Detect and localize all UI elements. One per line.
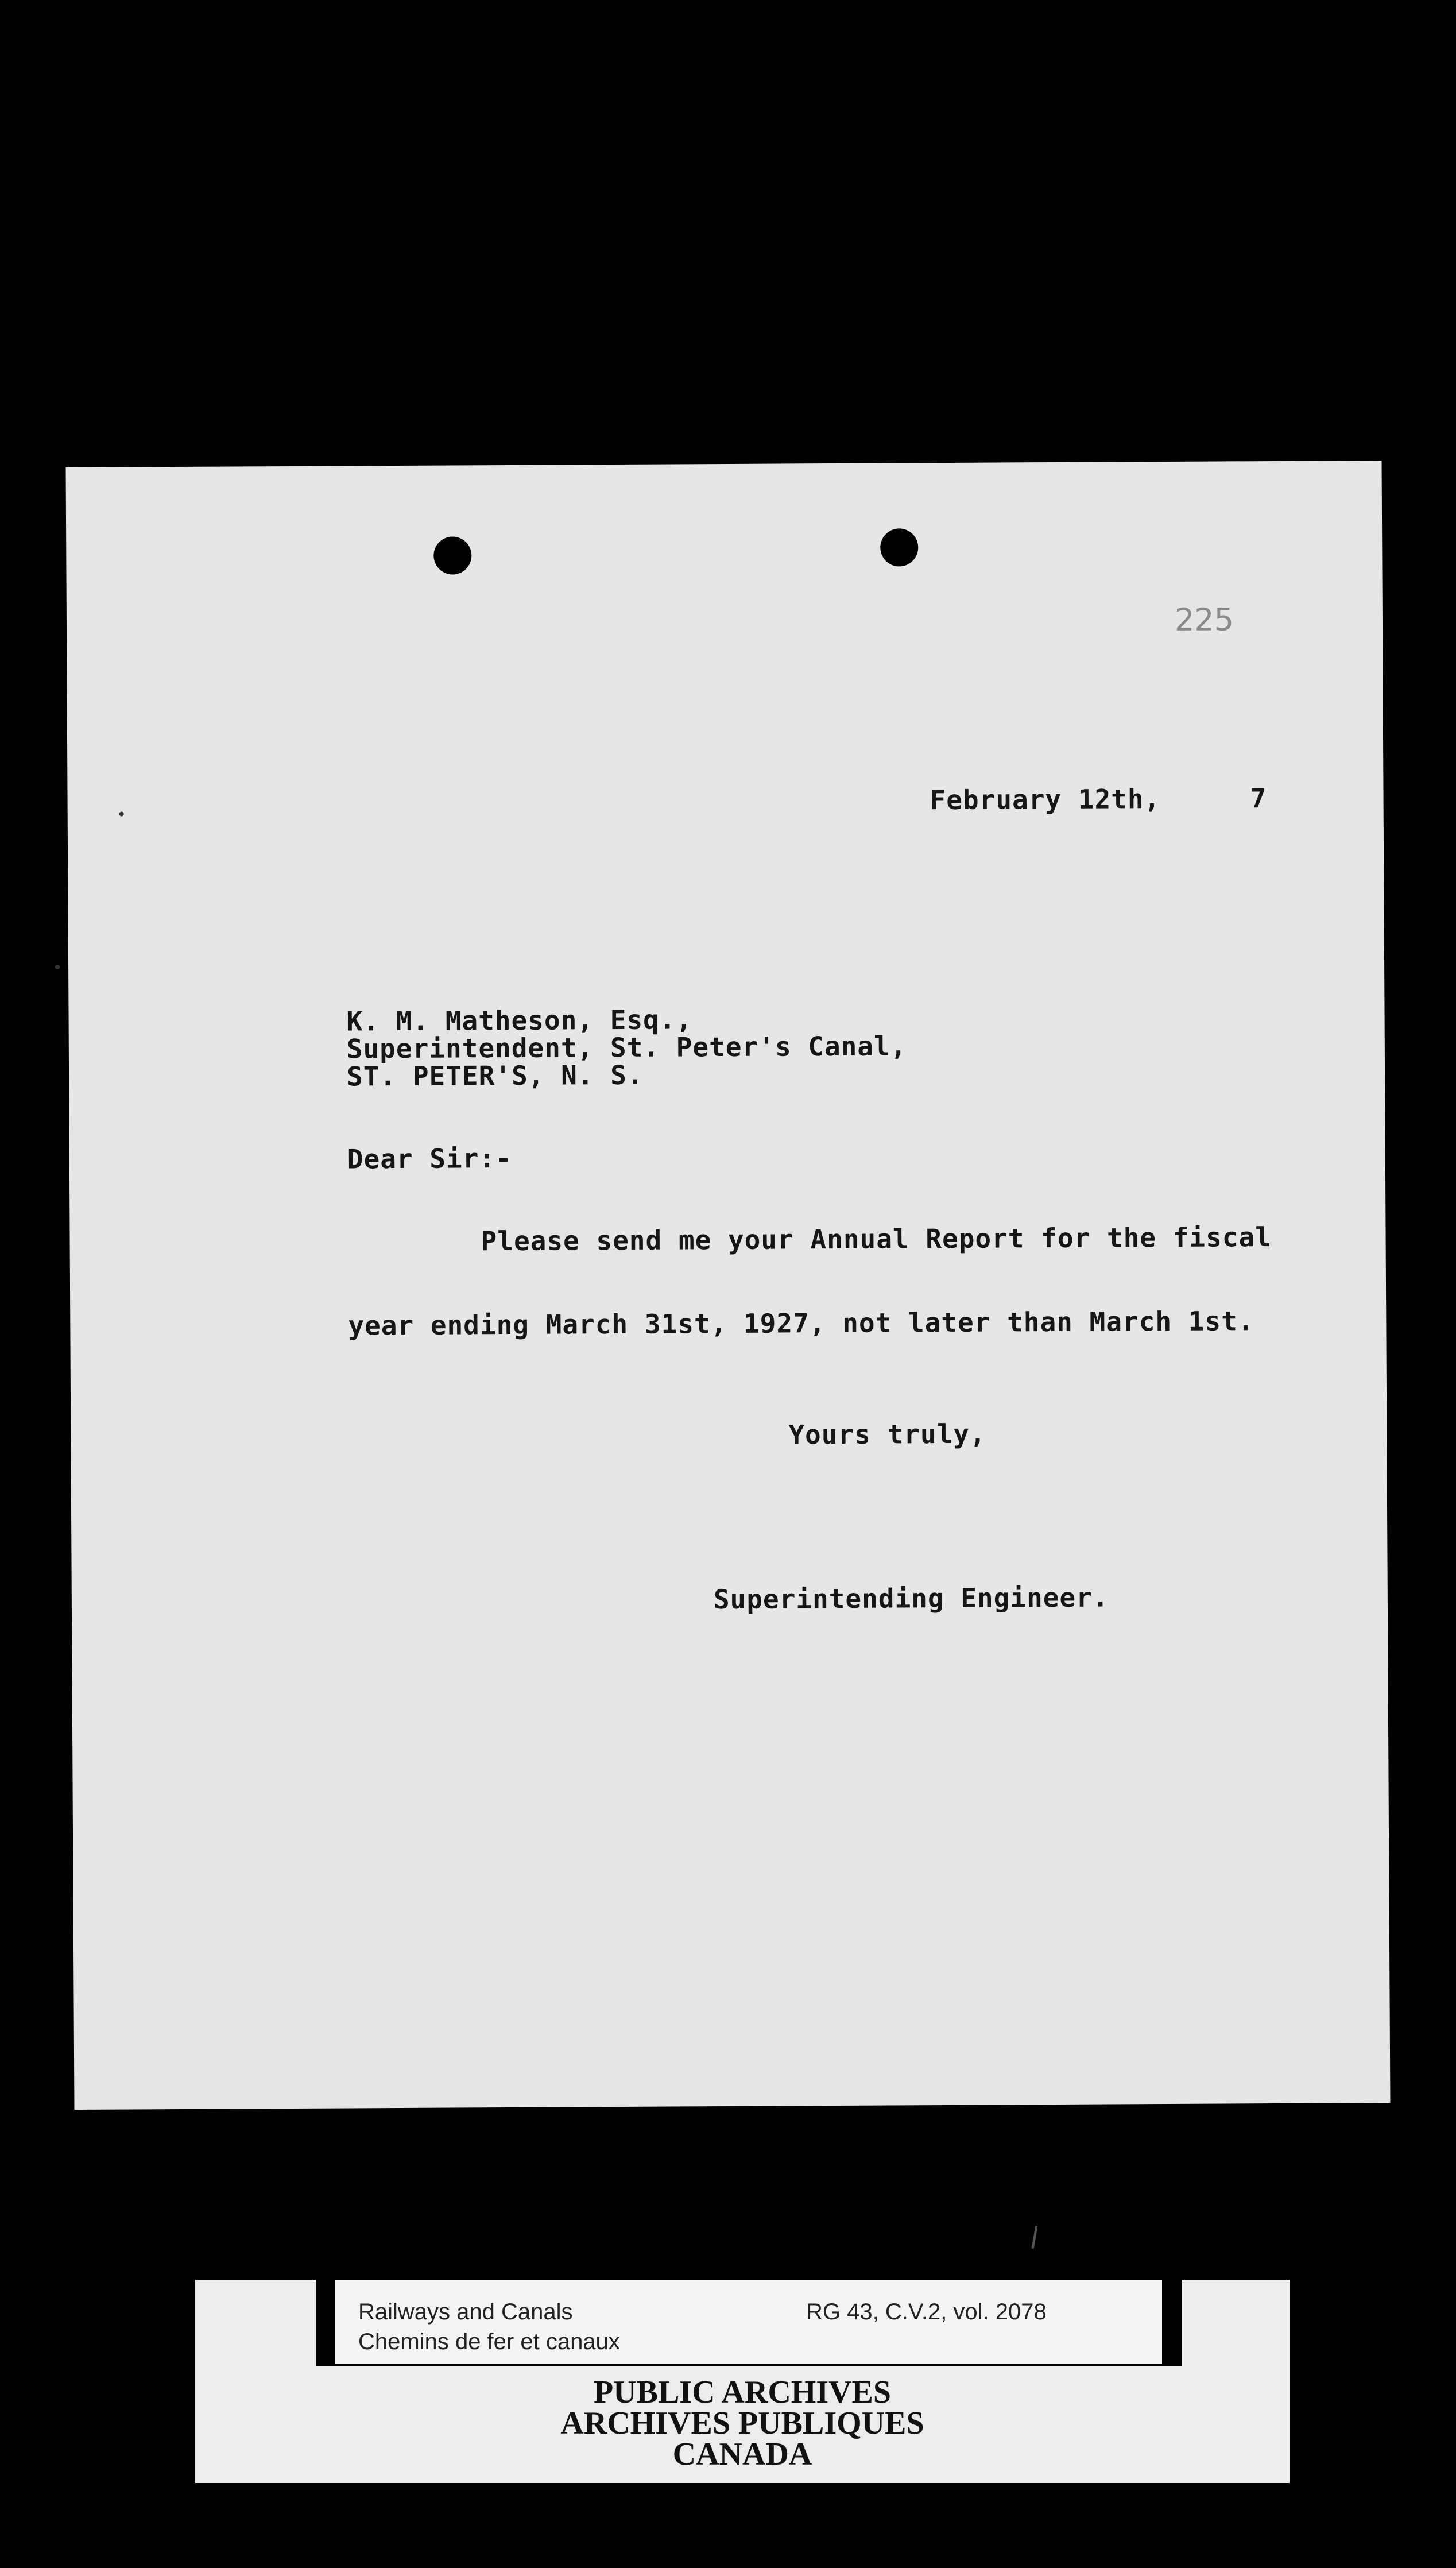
folio-number: 225 [1174, 601, 1234, 638]
closing: Yours truly, [788, 1418, 986, 1451]
archives-title-english: PUBLIC ARCHIVES [593, 2374, 892, 2410]
stray-mark [119, 811, 124, 816]
archives-country: CANADA [672, 2436, 812, 2472]
fonds-french: Chemins de fer et canaux [358, 2329, 620, 2354]
signature-title: Superintending Engineer. [713, 1581, 1109, 1615]
address-line: ST. PETER'S, N. S. [346, 1059, 644, 1092]
stray-mark [55, 965, 60, 969]
scratch-mark [1032, 2226, 1038, 2249]
archive-label-card [195, 2280, 1290, 2483]
punch-hole [433, 536, 471, 574]
punch-hole [880, 528, 918, 566]
archives-title-french: ARCHIVES PUBLIQUES [560, 2405, 924, 2441]
address-line: Superintendent, St. Peter's Canal, [346, 1030, 907, 1065]
reference-strip [316, 2280, 1182, 2366]
fonds-english: Railways and Canals [358, 2299, 573, 2325]
salutation: Dear Sir:- [347, 1142, 512, 1175]
reference-number: RG 43, C.V.2, vol. 2078 [806, 2299, 1047, 2325]
body-line: Please send me your Annual Report for the fiscal [481, 1221, 1272, 1257]
body-line: year ending March 31st, 1927, not later than March 1st. [348, 1305, 1254, 1341]
letter-date: February 12th, [930, 783, 1161, 816]
address-line: K. M. Matheson, Esq., [346, 1004, 693, 1037]
date-mark: 7 [1250, 783, 1267, 814]
letter-page [66, 461, 1391, 2110]
